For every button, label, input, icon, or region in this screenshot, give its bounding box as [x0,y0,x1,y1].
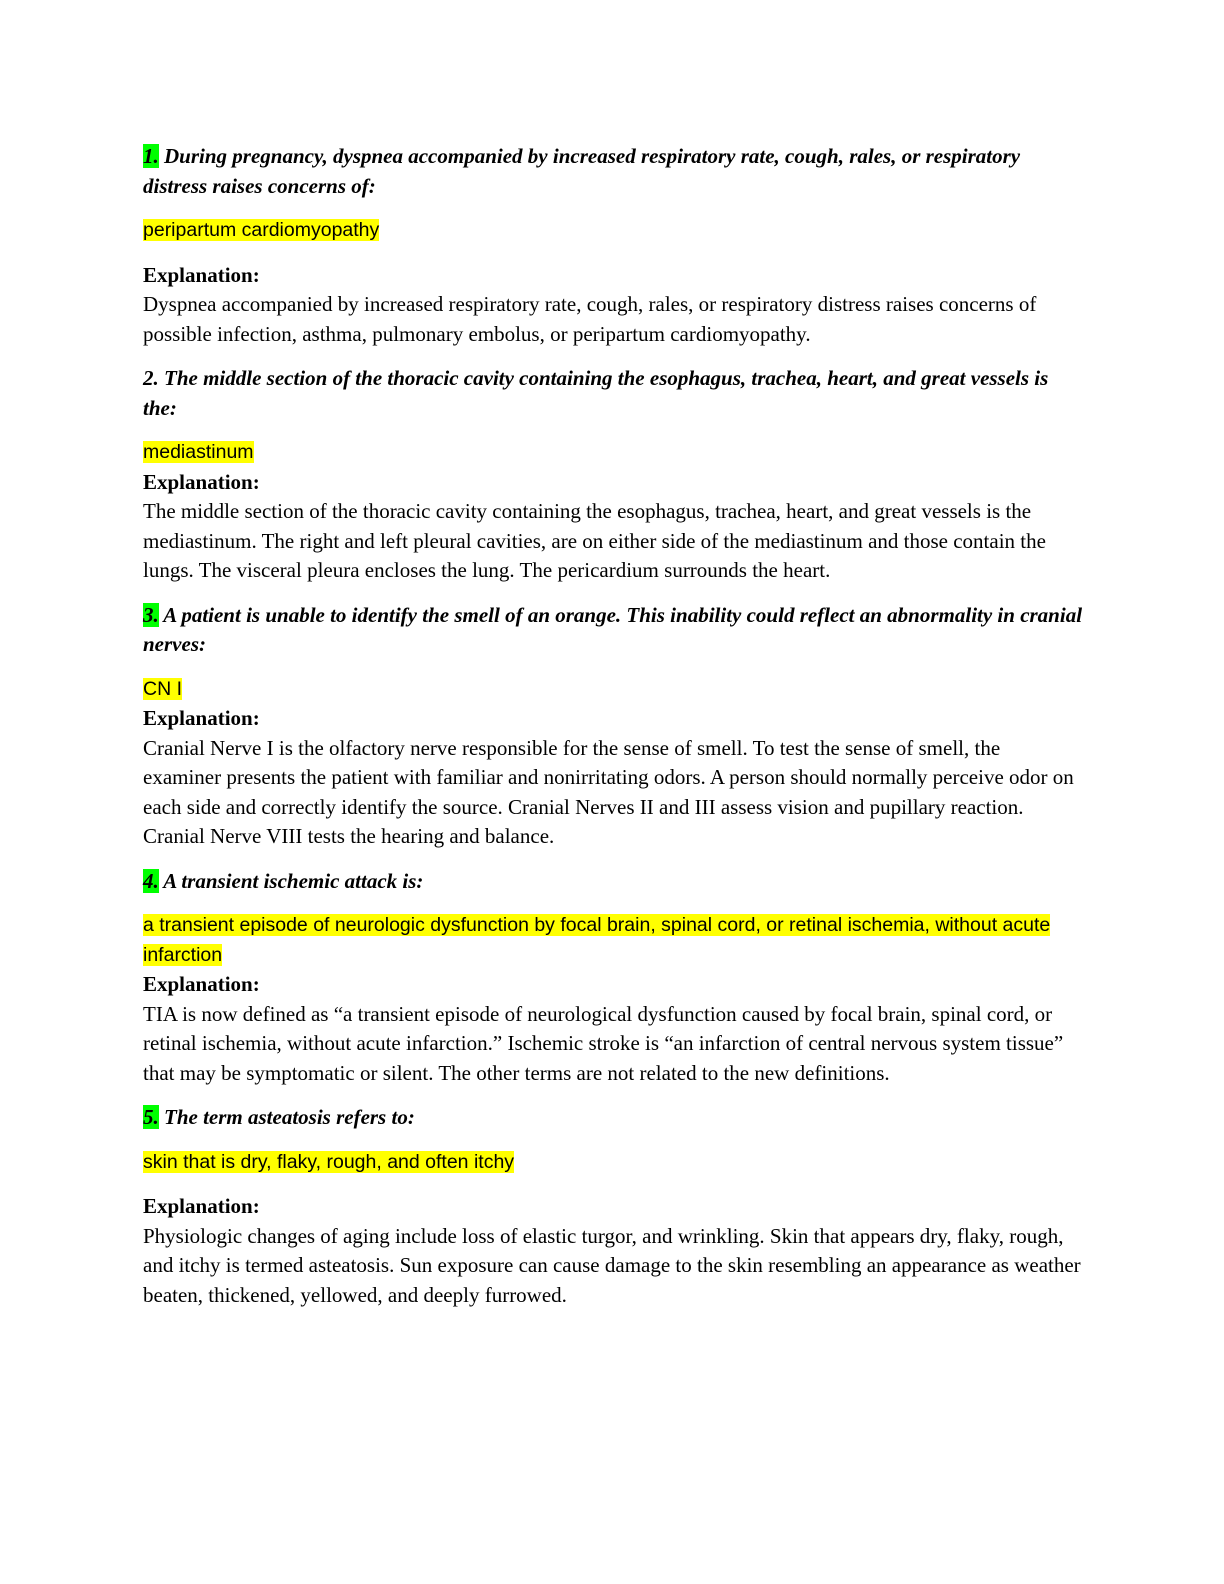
question-text-4: A transient ischemic attack is: [158,868,424,893]
answer-2 [143,438,1083,468]
question-text-2: The middle section of the thoracic cavity containing the esophagus, trachea, heart, and great vessels is the: [143,366,1049,420]
explanation-label-4: Explanation: [143,972,260,996]
answer-text-5: skin that is dry, flaky, rough, and often itchy [143,1150,515,1173]
explanation-label-3: Explanation: [143,706,260,730]
answer-5 [143,1148,1083,1178]
answer-4 [143,911,1083,970]
explanation-label-5: Explanation: [143,1194,260,1218]
question-text-1: During pregnancy, dyspnea accompanied by increased respiratory rate, cough, rales, or respiratory distress raises concerns of: [143,144,1021,198]
document-page [143,142,1083,1310]
question-4 [143,867,1083,897]
answer-text-4: a transient episode of neurologic dysfunction by focal brain, spinal cord, or retinal ischemia, without acute infarction [143,914,1051,966]
question-1 [143,142,1083,201]
question-text-3: A patient is unable to identify the smell of an orange. This inability could reflect an abnormality in cranial nerves: [143,602,1083,656]
question-number-4: 4. [143,868,159,893]
question-number-1: 1. [143,144,159,168]
question-2 [143,364,1083,423]
answer-text-3: CN I [143,677,182,700]
explanation-text-2: The middle section of the thoracic cavity containing the esophagus, trachea, heart, and great vessels is the mediastinum. The right and left pleural cavities, are on either side of the mediastinum and those contain the lungs. The visceral pleura encloses the lung. The pericardium surrounds the heart. [143,499,1046,582]
answer-text-2: mediastinum [143,441,254,463]
explanation-text-4: TIA is now defined as “a transient episode of neurological dysfunction caused by focal brain, spinal cord, or retinal ischemia, without acute infarction.” Ischemic stroke is “an infarction of central nervous system tissue” that may be symptomatic or silent. The other terms are not related to the new definitions. [143,1001,1064,1085]
answer-3 [143,675,1083,705]
question-number-5: 5. [143,1105,159,1129]
question-text-5: The term asteatosis refers to: [158,1105,415,1129]
explanation-text-3: Cranial Nerve I is the olfactory nerve responsible for the sense of smell. To test the sense of smell, the examiner presents the patient with familiar and nonirritating odors. A person should normally perceive odor on each side and correctly identify the source. Cranial Nerves II and III assess vision and pupillary reaction. Cranial Nerve VIII tests the hearing and balance. [143,735,1074,848]
answer-text-1: peripartum cardiomyopathy [143,219,380,241]
answer-1 [143,216,1083,246]
explanation-text-5: Physiologic changes of aging include loss of elastic turgor, and wrinkling. Skin that appears dry, flaky, rough, and itchy is termed asteatosis. Sun exposure can cause damage to the skin resembling an appearance as weather beaten, thickened, yellowed, and deeply furrowed. [143,1223,1081,1307]
question-number-3: 3. [143,602,159,627]
explanation-label-2: Explanation: [143,469,260,494]
question-number-2: 2. [143,366,159,390]
question-5 [143,1103,1083,1133]
explanation-label-1: Explanation: [143,262,260,287]
explanation-text-1: Dyspnea accompanied by increased respiratory rate, cough, rales, or respiratory distress raises concerns of possible infection, asthma, pulmonary embolus, or peripartum cardiomyopathy. [143,292,1037,346]
question-3 [143,601,1083,660]
